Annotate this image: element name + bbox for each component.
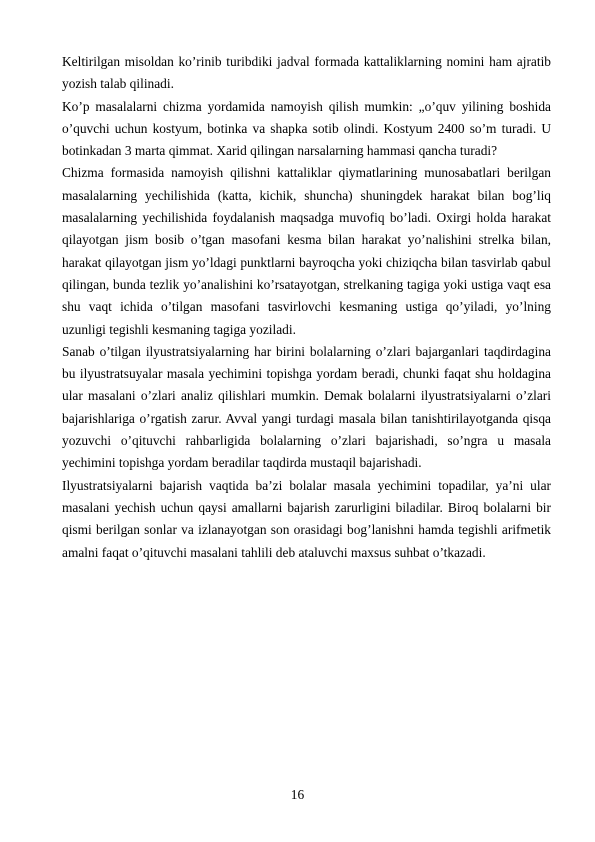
paragraph-5: Ilyustratsiyalarni bajarish vaqtida ba’zi bolalar masala yechimini topadilar, ya’ni ular masalani yechish uchun qaysi amallarni bajarish zarurligini biladilar. Biroq bolalarni bir qismi berilgan sonlar va izlanayotgan son orasidagi bog’lanishni hamda tegishli arifmetik amalni faqat o’qituvchi masalani tahlili deb ataluvchi maxsus suhbat o’tkazadi. xyxy=(62,477,551,560)
paragraph-1: Keltirilgan misoldan ko’rinib turibdiki jadval formada kattaliklarning nomini ham ajratib yozish talab qilinadi. xyxy=(62,54,551,92)
paragraph-4: Sanab o’tilgan ilyustratsiyalarning har birini bolalarning o’zlari bajarganlari taqdirdagina bu ilyustratsuyalar masala yechimini topishga yordam beradi, chunki faqat shu holdagina ular masalani o’zlari analiz qilishlari mumkin. Demak bolalarni ilyustratsiyalarni o’zlari bajarishlariga o’rgatish zarur. Avval yangi turdagi masala bilan tanishtirilayotganda qisqa yozuvchi o’qituvchi rahbarligida bolalarning o’zlari bajarishadi, so’ngra u masala yechimini topishga yordam beradilar taqdirda mustaqil bajarishadi. xyxy=(62,343,551,471)
paragraph-2: Ko’p masalalarni chizma yordamida namoyish qilish mumkin: „o’quv yilining boshida o’quvchi uchun kostyum, botinka va shapka sotib olindi. Kostyum 2400 so’m turadi. U botinkadan 3 marta qimmat. Xarid qilingan narsalarning hammasi qancha turadi? xyxy=(62,98,551,159)
body-text xyxy=(62,51,551,564)
paragraph-3: Chizma formasida namoyish qilishni kattaliklar qiymatlarining munosabatlari berilgan masalalarning yechilishida (katta, kichik, shuncha) shuningdek harakat bilan bog’liq masalalarning yechilishida foydalanish maqsadga muvofiq bo’ladi. Oxirgi holda harakat qilayotgan jism bosib o’tgan masofani kesma bilan harakat yo’nalishini strelka bilan, harakat qilayotgan jism yo’ldagi punktlarni bayroqcha yoki chiziqcha bilan tasvirlab qabul qilingan, bunda tezlik yo’analishini ko’rsatayotgan, strelkaning tagiga yoki ustiga vaqt esa shu vaqt ichida o’tilgan masofani tasvirlovchi kesmaning ustiga qo’yiladi, yo’lning uzunligi tegishli kesmaning tagiga yoziladi. xyxy=(62,165,551,337)
page-number: 16 xyxy=(290,787,305,802)
